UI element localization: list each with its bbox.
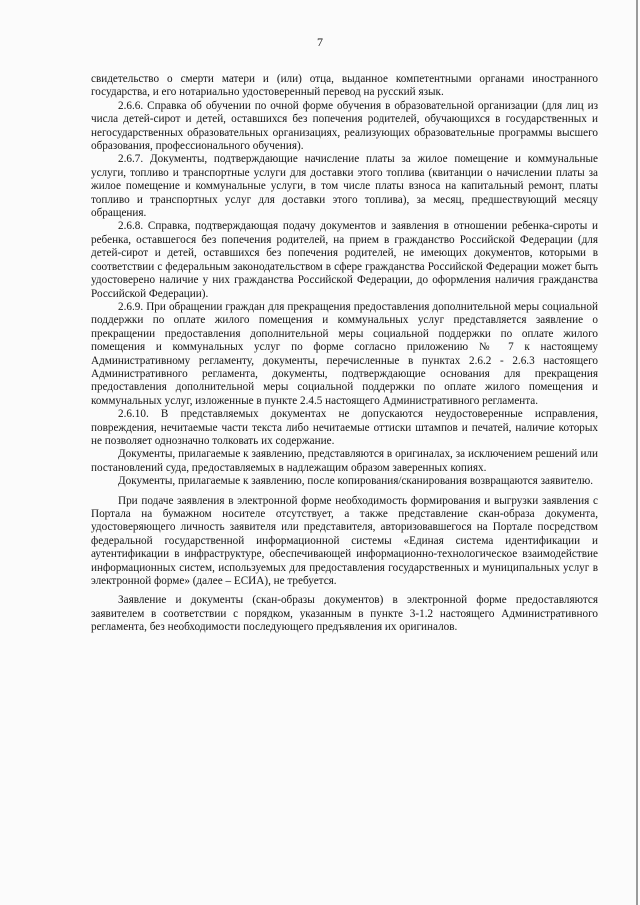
paragraph-returned-documents: Документы, прилагаемые к заявлению, после копирования/сканирования возвращаются заявителю.	[118, 475, 594, 488]
paragraph-2-6-6: 2.6.6. Справка об обучении по очной форме обучения в образовательной организации (для лиц из числа детей-сирот и детей, оставшихся без попечения родителей, обучающихся в государственных и негосударственных образовательных организациях, реализующих образовательные программы высшего образования, профессионального обучения).	[91, 99, 598, 153]
paragraph-originals: Документы, прилагаемые к заявлению, представляются в оригиналах, за исключением решений или постановлений суда, предоставляемых в надлежащим образом заверенных копиях.	[91, 448, 598, 474]
paragraph-death-certificate-continuation: свидетельство о смерти матери и (или) отца, выданное компетентными органами иностранного государства, и его нотариально удостоверенный перевод на русский язык.	[91, 73, 598, 99]
paragraph-2-6-10: 2.6.10. В представляемых документах не допускаются неудостоверенные исправления, повреждения, нечитаемые части текста либо нечитаемые оттиски штампов и печатей, наличие которых не позволяет однозначно толковать их содержание.	[91, 408, 598, 447]
paragraph-2-6-9: 2.6.9. При обращении граждан для прекращения предоставления дополнительной меры социальной поддержки по оплате жилого помещения и коммунальных услуг представляется заявление о прекращении предоставления дополнительной меры социальной поддержки по оплате жилого помещения и коммунальных услуг по форме согласно приложению № 7 к настоящему Административному регламенту, документы, перечисленные в пунктах 2.6.2 - 2.6.3 настоящего Административного регламента, документы, подтверждающие основания для прекращения предоставления дополнительной меры социальной поддержки по оплате жилого помещения и коммунальных услуг, изложенные в пункте 2.4.5 настоящего Административного регламента.	[91, 300, 598, 407]
document-body	[91, 73, 598, 635]
paragraph-scan-copies: Заявление и документы (скан-образы документов) в электронной форме предоставляются заявителем в соответствии с порядком, указанным в пункте 3-1.2 настоящего Административного регламента, без необходимости последующего предъявления их оригиналов.	[91, 594, 598, 634]
paragraph-2-6-8: 2.6.8. Справка, подтверждающая подачу документов и заявления в отношении ребенка-сироты и ребенка, оставшегося без попечения родителей, на прием в гражданство Российской Федерации (для детей-сирот и детей, оставшихся без попечения родителей, не имеющих документов, которыми в соответствии с федеральным законодательством в сфере гражданства Российской Федерации может быть удостоверено наличие у них гражданства Российской Федерации, до оформления наличия гражданства Российской Федерации).	[91, 220, 598, 300]
page-edge	[636, 0, 638, 905]
paragraph-electronic-submission: При подаче заявления в электронной форме необходимость формирования и выгрузки заявления с Портала на бумажном носителе отсутствует, а также представление скан-образа документа, удостоверяющего личность заявителя или представителя, авторизовавшегося на Портале посредством федеральной государственной информационной системы «Единая система идентификации и аутентификации в инфраструктуре, обеспечивающей информационно-технологическое взаимодействие информационных систем, используемых для предоставления государственных и муниципальных услуг в электронной форме» (далее – ЕСИА), не требуется.	[91, 494, 598, 588]
page-number: 7	[317, 35, 323, 49]
paragraph-2-6-7: 2.6.7. Документы, подтверждающие начисление платы за жилое помещение и коммунальные услуги, топливо и транспортные услуги для доставки этого топлива (квитанции о начислении платы за жилое помещение и коммунальные услуги, в том числе платы взноса на капитальный ремонт, платы топливо и транспортных услуг для доставки этого топлива), за месяц, предшествующий месяцу обращения.	[91, 153, 598, 220]
